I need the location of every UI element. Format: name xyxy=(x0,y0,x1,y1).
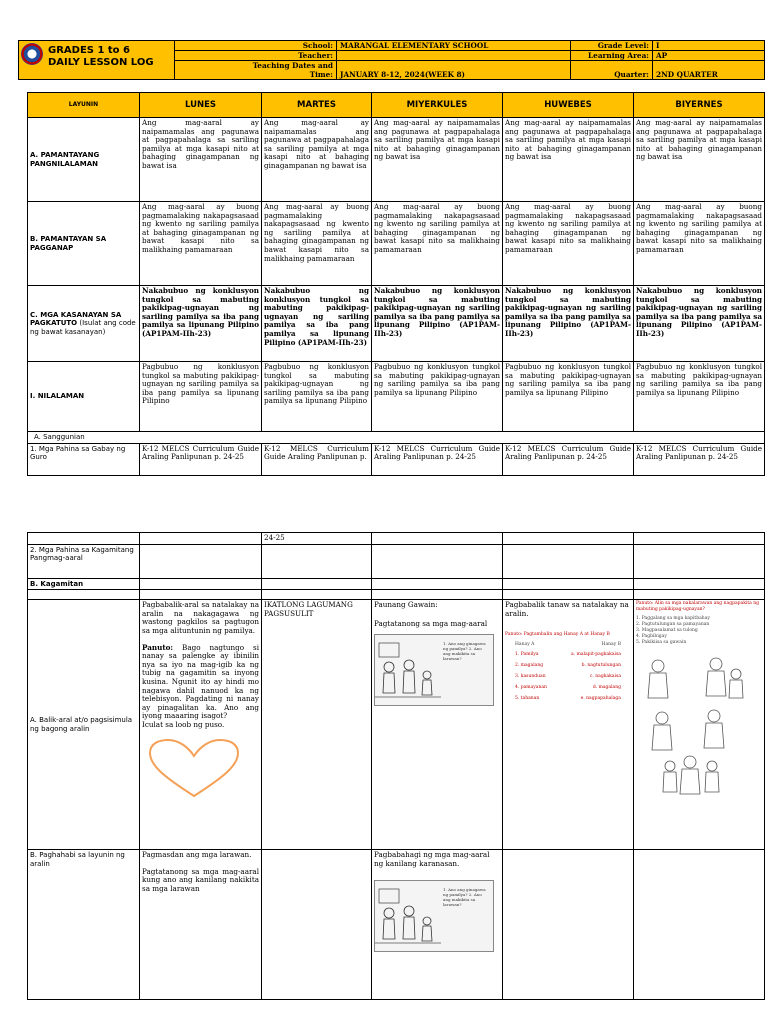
worksheet-item: 3. Magpasalamat sa tulong xyxy=(636,628,698,634)
picture-caption: 1. Ano ang ginagawa ng pamilya? 2. Ano ang makikita sa larawan? xyxy=(443,887,486,908)
col-header-biyernes: BIYERNES xyxy=(634,93,765,118)
table-cell: Ang mag-aaral ay buong pagmamalaking nakapagsasaad ng kwento ng sariling pamilya at bahaging ginagampanan ng bawat kasapi nito sa malikhaing pamamaraan xyxy=(503,202,634,286)
page-2 xyxy=(0,518,768,1024)
row-label-note: (Isulat ang code ng bawat kasanayan) xyxy=(30,319,136,336)
row-label: B. Kagamitan xyxy=(28,578,140,590)
worksheet-item-b: d. magalang xyxy=(592,685,621,691)
worksheet-item: 5. Pakikiisa sa gawain xyxy=(636,640,687,646)
table-cell: Pagbubuo ng konklusyon tungkol sa mabuting pakikipag-ugnayan ng sariling pamilya sa iba pang pamilya sa lipunang Pilipino xyxy=(140,362,262,432)
worksheet-item-a: 5. tahanan xyxy=(515,696,540,702)
family-sketches-icon xyxy=(636,652,762,802)
dates-label-1: Teaching Dates and xyxy=(175,61,337,71)
sanggunian-label: A. Sanggunian xyxy=(28,432,765,444)
family-illustration-icon xyxy=(375,881,441,949)
picture-worksheet xyxy=(636,601,762,646)
page-gap xyxy=(0,478,768,518)
table-row xyxy=(28,600,765,850)
lesson-table-continued xyxy=(27,532,765,1000)
table-cell: Nakabubuo ng konklusyon tungkol sa mabuting pakikipag-ugnayan ng sariling pamilya sa iba pang pamilya sa lipunang Pilipino (AP1PAM-IIh-23) xyxy=(503,286,634,362)
teacher-label: Teacher: xyxy=(175,51,337,61)
row-label: 2. Mga Pahina sa Kagamitang Pangmag-aaral xyxy=(28,544,140,578)
table-cell: Ang mag-aaral ay buong pagmamalaking nakapagsasaad ng kwento ng sariling pamilya at bahaging ginagampanan ng bawat kasapi nito sa malikhaing pamamaraan xyxy=(372,202,503,286)
heart-icon xyxy=(146,738,242,800)
balik-lunes-instruction: Iculat sa loob ng puso. xyxy=(142,719,225,729)
table-row xyxy=(28,544,765,578)
family-picture xyxy=(374,880,494,952)
table-cell: Ang mag-aaral ay naipamamalas ang pagunawa at pagpapahalaga sa sariling pamilya at mga kasapi nito at bahaging ginagampanan ng bawat isa xyxy=(372,118,503,202)
page-1 xyxy=(0,0,768,478)
col-header-miyerkules: MIYERKULES xyxy=(372,93,503,118)
row-label: 1. Mga Pahina sa Gabay ng Guro xyxy=(28,443,140,475)
area-value: AP xyxy=(653,51,765,61)
teacher-value xyxy=(337,51,571,61)
panuto-text: Bago nagtungo si nanay sa palengke ay ibinilin nya sa iyo na mag-igib ka ng tubig na gagamitin sa inyong kusina. Ngunit ito ay hindi mo nagawa dahil nanuod ka ng telebisyon. Pagdating ni nanay ay pinagalitan ka. Ano ang iyong maaaring isagot? xyxy=(142,642,259,721)
table-row xyxy=(28,533,765,545)
header-table xyxy=(18,40,765,80)
grade-label: Grade Level: xyxy=(571,41,653,51)
col-header-layunin: LAYUNIN xyxy=(28,93,140,118)
table-row xyxy=(28,362,765,432)
table-cell: K-12 MELCS Curriculum Guide Araling Panlipunan p. 24-25 xyxy=(634,443,765,475)
grade-value: I xyxy=(653,41,765,51)
row-label: B. PAMANTAYAN SA PAGGANAP xyxy=(28,202,140,286)
row-label: I. NILALAMAN xyxy=(28,362,140,432)
table-cell: Nakabubuo ng konklusyon tungkol sa mabuting pakikipag-ugnayan ng sariling pamilya sa iba pang pamilya sa lipunang Pilipino (AP1PAM-IIh-23) xyxy=(140,286,262,362)
table-cell: Pagbubuo ng konklusyon tungkol sa mabuting pakikipag-ugnayan ng sariling pamilya sa iba pang pamilya sa lipunang Pilipino xyxy=(634,362,765,432)
table-row xyxy=(28,286,765,362)
table-cell: IKATLONG LAGUMANG PAGSUSULIT xyxy=(262,600,372,850)
balik-lunes-panuto xyxy=(142,644,259,721)
worksheet-item: 1. Paggalang sa mga kapitbahay xyxy=(636,616,710,622)
col-header-huwebes: HUWEBES xyxy=(503,93,634,118)
table-cell: Ang mag-aaral ay naipamamalas ang pagunawa at pagpapahalaga sa sariling pamilya at mga kasapi nito at bahaging ginagampanan ng bawat isa xyxy=(503,118,634,202)
row-label: A. PAMANTAYANG PANGNILALAMAN xyxy=(28,118,140,202)
matching-worksheet xyxy=(505,632,631,702)
table-cell: 24-25 xyxy=(262,533,372,545)
table-cell: Pagbubuo ng konklusyon tungkol sa mabuting pakikipag-ugnayan ng sariling pamilya sa iba pang pamilya sa lipunang Pilipino xyxy=(262,362,372,432)
family-picture xyxy=(374,634,494,706)
panuto-label: Panuto: xyxy=(142,642,174,652)
worksheet-col-a: Hanay A xyxy=(515,642,535,648)
worksheet-item-a: 1. Pamilya xyxy=(515,652,539,658)
table-cell: Nakabubuo ng konklusyon tungkol sa mabuting pakikipag-ugnayan ng sariling pamilya sa iba pang pamilya sa lipunang Pilipino (AP1PAM-IIh-23) xyxy=(634,286,765,362)
table-cell xyxy=(634,600,765,850)
row-label-title: C. MGA KASANAYAN SA PAGKATUTO xyxy=(30,310,122,328)
worksheet-item-a: 4. pamayanan xyxy=(515,685,547,691)
picture-caption: 1. Ano ang ginagawa ng pamilya? 2. Ano ang makikita sa larawan? xyxy=(443,641,486,662)
table-cell: Nakabubuo ng konklusyon tungkol sa mabuting pakikipag-ugnayan ng sariling pamilya sa iba pang pamilya sa lipunang Pilipino (AP1PAM-IIh-23) xyxy=(262,286,372,362)
table-cell: Ang mag-aaral ay buong pagmamalaking nakapagsasaad ng kwento ng sariling pamilya at bahaging ginagampanan ng bawat kasapi nito sa malikhaing pamamaraan xyxy=(140,202,262,286)
table-cell: Pagbubuo ng konklusyon tungkol sa mabuting pakikipag-ugnayan ng sariling pamilya sa iba pang pamilya sa lipunang Pilipino xyxy=(503,362,634,432)
table-row xyxy=(28,202,765,286)
lesson-table xyxy=(27,92,765,476)
paghahabi-lunes-2: Pagtatanong sa mga mag-aaral kung ano ang kanilang nakikita sa mga larawan xyxy=(142,866,259,893)
table-cell: Nakabubuo ng konklusyon tungkol sa mabuting pakikipag-ugnayan ng sariling pamilya sa iba pang pamilya sa lipunang Pilipino (AP1PAM-IIh-23) xyxy=(372,286,503,362)
area-label: Learning Area: xyxy=(571,51,653,61)
table-row xyxy=(28,590,765,600)
title-line-1: GRADES 1 to 6 xyxy=(48,45,130,56)
deped-seal-icon xyxy=(21,43,43,65)
table-cell: Ang mag-aaral ay naipamamalas ang pagunawa at pagpapahalaga sa sariling pamilya at mga kasapi nito at bahaging ginagampanan ng bawat isa xyxy=(634,118,765,202)
worksheet-item-b: a. malapit-pagkakaisa xyxy=(571,652,621,658)
paghahabi-lunes-1: Pagmasdan ang mga larawan. xyxy=(142,850,252,860)
table-cell: K-12 MELCS Curriculum Guide Araling Panlipunan p. 24-25 xyxy=(372,443,503,475)
table-cell xyxy=(372,600,503,850)
title-line-2: DAILY LESSON LOG xyxy=(48,57,154,68)
row-label xyxy=(28,286,140,362)
worksheet-item-b: b. nagtutulungan xyxy=(581,663,621,669)
table-cell xyxy=(140,850,262,1000)
balik-huw-text: Pagbabalik tanaw sa natalakay na aralin. xyxy=(505,600,629,618)
worksheet-item-b: c. nagkakaisa xyxy=(589,674,621,680)
table-cell: Ang mag-aaral ay naipamamalas ang pagunawa at pagpapahalaga sa sariling pamilya at mga kasapi nito at bahaging ginagampanan ng bawat isa xyxy=(140,118,262,202)
table-cell: Ang mag-aaral ay naipamamalas ang pagunawa at pagpapahalaga sa sariling pamilya at mga kasapi nito at bahaging ginagampanan ng bawat isa xyxy=(262,118,372,202)
worksheet-col-b: Hanay B xyxy=(601,642,621,648)
table-cell xyxy=(503,600,634,850)
school-value: MARANGAL ELEMENTARY SCHOOL xyxy=(337,41,571,51)
dates-value: JANUARY 8-12, 2024(WEEK 8) xyxy=(337,61,571,80)
balik-lunes-intro: Pagbabalik-aral sa natalakay na aralin na nakagagawa ng wastong pagkilos sa pagtugon sa mga alituntunin ng pamilya. xyxy=(142,600,259,635)
table-cell: K-12 MELCS Curriculum Guide Araling Panlipunan p. 24-25 xyxy=(140,443,262,475)
table-cell: Ang mag-aaral ay buong pagmamalaking nakapagsasaad ng kwento ng sariling pamilya at bahaging ginagampanan ng bawat kasapi nito sa malikhaing pamamaraan xyxy=(634,202,765,286)
worksheet-item-a: 2. magalang xyxy=(515,663,544,669)
table-row xyxy=(28,850,765,1000)
quarter-label: Quarter: xyxy=(571,70,653,80)
worksheet-item-b: e. nagpapahalaga xyxy=(580,696,621,702)
worksheet-item: 2. Pagtutulungan sa pamayanan xyxy=(636,622,710,628)
family-illustration-icon xyxy=(375,635,441,703)
worksheet-item: 4. Pagbibigay xyxy=(636,634,667,640)
table-cell: Ang mag-aaral ay buong pagmamalaking nakapagsasaad ng kwento ng sariling pamilya at bahaging ginagampanan ng bawat kasapi nito sa malikhaing pamamaraan xyxy=(262,202,372,286)
col-header-martes: MARTES xyxy=(262,93,372,118)
worksheet-panuto: Panuto: Pagtambalin ang Hanay A at Hanay B xyxy=(505,632,610,638)
table-cell: K-12 MELCS Curriculum Guide Araling Panlipunan p. 24-25 xyxy=(503,443,634,475)
row-label: A. Balik-aral at/o pagsisimula ng bagong aralin xyxy=(28,600,140,850)
paghahabi-miy: Pagbabahagi ng mga mag-aaral ng kanilang karanasan. xyxy=(374,850,490,868)
table-row xyxy=(28,578,765,590)
quarter-value: 2ND QUARTER xyxy=(653,70,765,80)
worksheet-panuto: Panuto: Alin sa mga nakalarawan ang nagpapakita ng mabuting pakikipag-ugnayan? xyxy=(636,601,760,613)
table-cell xyxy=(372,850,503,1000)
table-cell: K-12 MELCS Curriculum Guide Araling Panlipunan p. xyxy=(262,443,372,475)
dates-label-2: Time: xyxy=(175,70,337,80)
balik-miy-question: Pagtatanong sa mga mag-aaral xyxy=(374,618,488,628)
table-cell: Pagbubuo ng konklusyon tungkol sa mabuting pakikipag-ugnayan ng sariling pamilya sa iba pang pamilya sa lipunang Pilipino xyxy=(372,362,503,432)
table-row xyxy=(28,432,765,444)
school-label: School: xyxy=(175,41,337,51)
table-row xyxy=(28,118,765,202)
table-row xyxy=(28,443,765,475)
row-label: B. Paghahabi sa layunin ng aralin xyxy=(28,850,140,1000)
dll-title-block xyxy=(19,41,175,80)
table-cell xyxy=(140,600,262,850)
col-header-lunes: LUNES xyxy=(140,93,262,118)
worksheet-item-a: 3. kasunduan xyxy=(515,674,546,680)
balik-miy-intro: Paunang Gawain: xyxy=(374,600,438,610)
